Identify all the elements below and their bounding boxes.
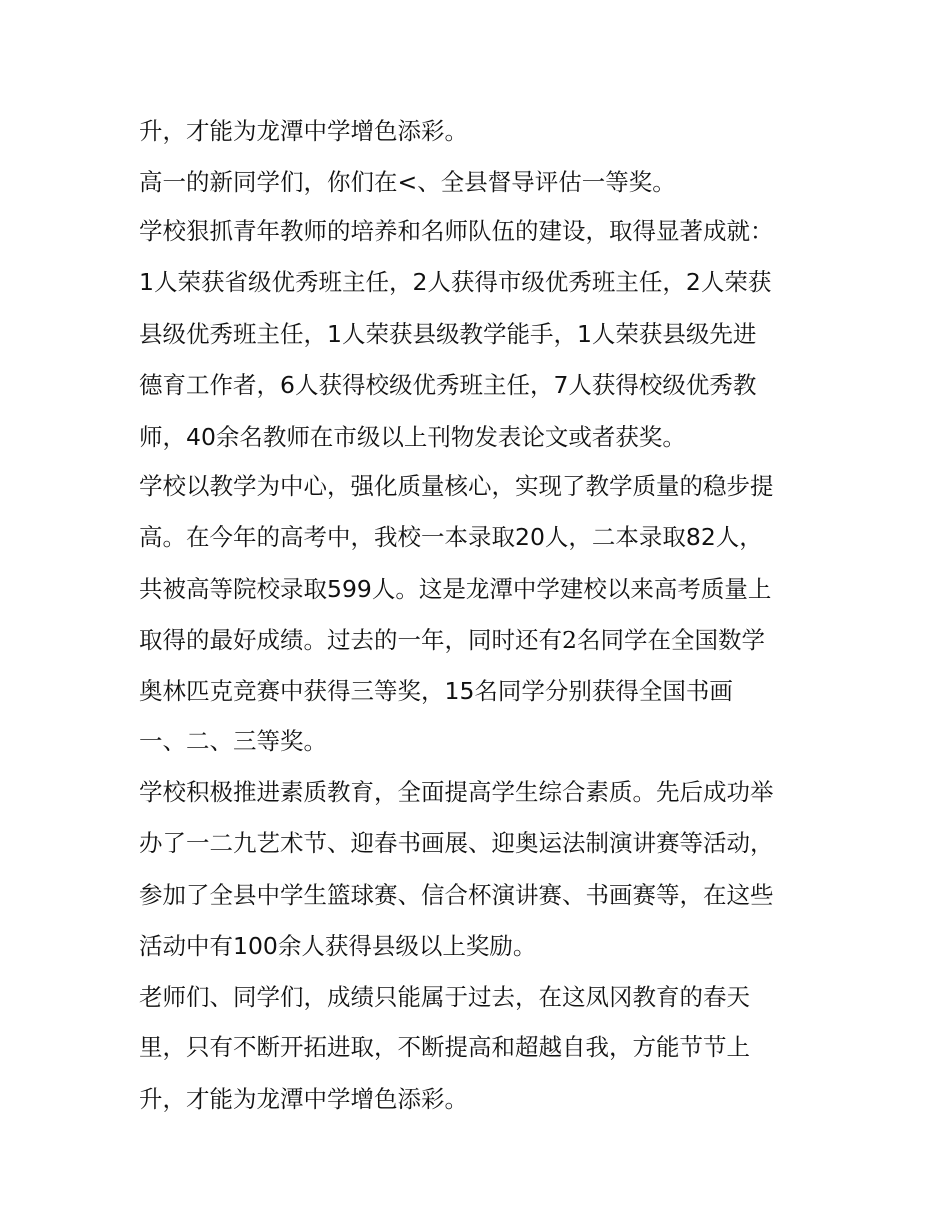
text-line: 高。在今年的高考中，我校一本录取20人，二本录取82人， [139, 523, 763, 551]
text-line: 学校狠抓青年教师的培养和名师队伍的建设，取得显著成就： [139, 217, 774, 245]
text-line: 参加了全县中学生篮球赛、信合杯演讲赛、书画赛等，在这些 [139, 881, 774, 909]
text-line: 师，40余名教师在市级以上刊物发表论文或者获奖。 [139, 423, 686, 451]
text-line: 取得的最好成绩。过去的一年，同时还有2名同学在全国数学 [139, 626, 765, 654]
text-line: 升，才能为龙潭中学增色添彩。 [139, 117, 468, 145]
text-line: 活动中有100余人获得县级以上奖励。 [139, 932, 537, 960]
text-line: 1人荣获省级优秀班主任，2人获得市级优秀班主任，2人荣获 [139, 268, 772, 296]
text-line: 奥林匹克竞赛中获得三等奖，15名同学分别获得全国书画 [139, 677, 733, 705]
text-line: 县级优秀班主任，1人荣获县级教学能手，1人荣获县级先进 [139, 320, 757, 348]
text-line: 办了一二九艺术节、迎春书画展、迎奥运法制演讲赛等活动， [139, 829, 774, 857]
text-line: 高一的新同学们，你们在<、全县督导评估一等奖。 [139, 168, 676, 196]
text-line: 共被高等院校录取599人。这是龙潭中学建校以来高考质量上 [139, 575, 772, 603]
text-line: 老师们、同学们，成绩只能属于过去，在这凤冈教育的春天 [139, 983, 750, 1011]
text-line: 学校积极推进素质教育，全面提高学生综合素质。先后成功举 [139, 778, 774, 806]
text-line: 德育工作者，6人获得校级优秀班主任，7人获得校级优秀教 [139, 371, 757, 399]
text-line: 里，只有不断开拓进取，不断提高和超越自我，方能节节上 [139, 1033, 750, 1061]
text-line: 升，才能为龙潭中学增色添彩。 [139, 1085, 468, 1113]
text-line: 一、二、三等奖。 [139, 727, 327, 755]
text-line: 学校以教学为中心，强化质量核心，实现了教学质量的稳步提 [139, 472, 774, 500]
